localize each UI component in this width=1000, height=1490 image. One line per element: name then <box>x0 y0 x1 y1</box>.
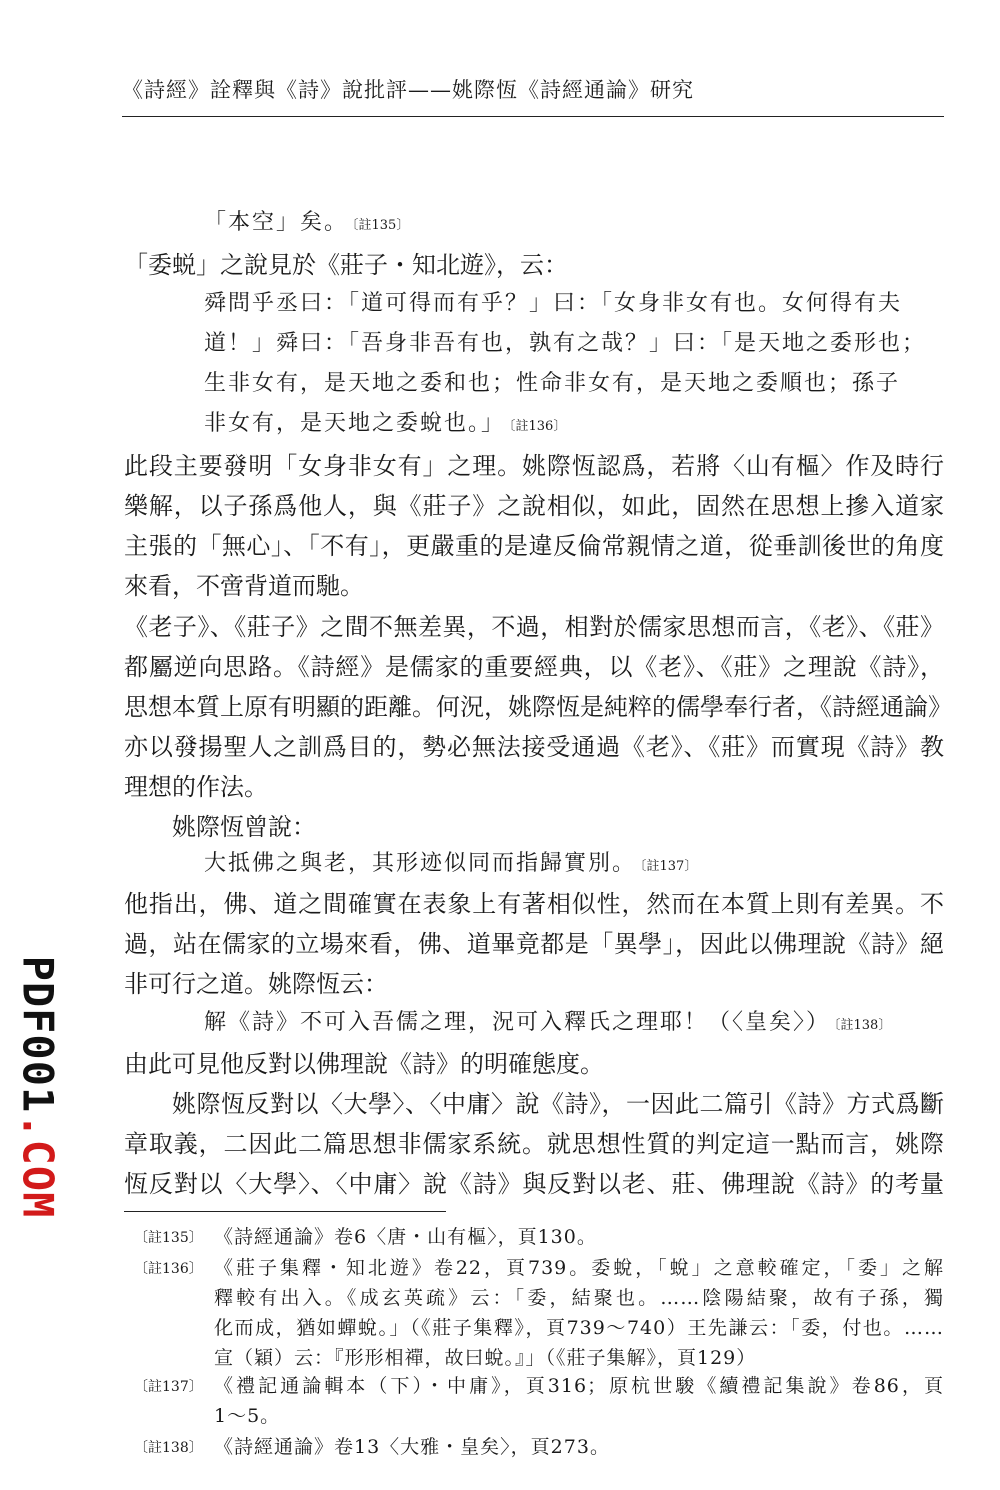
footnote-rule <box>124 1211 446 1212</box>
footnote-ref-135: 〔註135〕 <box>352 218 410 233</box>
block-quote-line <box>204 846 697 877</box>
watermark-part1: PDF001 <box>13 955 63 1114</box>
paragraph-line: 姚際恆曾說： <box>172 813 316 841</box>
footnote-label-137: 〔註137〕 <box>134 1379 203 1395</box>
footnote-ref-136: 〔註136〕 <box>509 419 567 434</box>
body-line: 「委蜕」之說見於《莊子・知北遊》，云： <box>124 251 568 279</box>
paragraph-line: 都屬逆向思路。《詩經》是儒家的重要經典，以《老》、《莊》之理說《詩》， <box>124 653 944 681</box>
footnote-text: 《詩經通論》卷6〈唐・山有樞〉，頁130。 <box>214 1226 597 1248</box>
block-quote-line: 生非女有，是天地之委和也；性命非女有，是天地之委順也；孫子 <box>204 371 901 396</box>
footnote-label-136: 〔註136〕 <box>134 1261 203 1277</box>
quote-text: 非女有，是天地之委蛻也。」 <box>204 411 506 436</box>
paragraph-line: 主張的「無心」、「不有」，更嚴重的是違反倫常親情之道，從垂訓後世的角度 <box>124 532 944 560</box>
footnote-label-135: 〔註135〕 <box>134 1230 203 1246</box>
quote-text: 大抵佛之與老，其形迹似同而指歸實別。 <box>204 851 637 876</box>
paragraph-line: 他指出，佛、道之間確實在表象上有著相似性，然而在本質上則有差異。不 <box>124 890 944 918</box>
block-quote-line: 道！」舜曰：「吾身非吾有也，孰有之哉？」曰：「是天地之委形也； <box>204 331 927 356</box>
paragraph-line: 樂解，以子孫爲他人，與《莊子》之說相似，如此，固然在思想上摻入道家 <box>124 492 944 520</box>
paragraph-line: 亦以發揚聖人之訓爲目的，勢必無法接受通過《老》、《莊》而實現《詩》教 <box>124 733 944 761</box>
block-quote-line <box>204 406 566 437</box>
footnote-label-138: 〔註138〕 <box>134 1440 203 1456</box>
paragraph-line: 由此可見他反對以佛理說《詩》的明確態度。 <box>124 1050 604 1078</box>
footnote-ref-137: 〔註137〕 <box>640 859 698 874</box>
footnote-text: 《莊子集釋・知北遊》卷22，頁739。委蛻，「蛻」之意較確定，「委」之解 <box>214 1257 944 1279</box>
footnote-text: 釋較有出入。《成玄英疏》云：「委，結聚也。……陰陽結聚，故有子孫，獨 <box>214 1287 944 1309</box>
paragraph-line: 非可行之道。姚際恆云： <box>124 970 388 998</box>
side-watermark <box>8 955 68 1219</box>
header-rule <box>122 116 944 117</box>
paragraph-line: 《老子》、《莊子》之間不無差異，不過，相對於儒家思想而言，《老》、《莊》 <box>124 613 944 641</box>
block-quote-line <box>204 1005 891 1036</box>
footnote-ref-138: 〔註138〕 <box>834 1018 892 1033</box>
paragraph-line: 思想本質上原有明顯的距離。何況，姚際恆是純粹的儒學奉行者，《詩經通論》 <box>124 693 952 721</box>
watermark-text <box>14 956 63 1219</box>
paragraph-line: 姚際恆反對以〈大學〉、〈中庸〉說《詩》，一因此二篇引《詩》方式爲斷 <box>172 1090 944 1118</box>
paragraph-line: 恆反對以〈大學〉、〈中庸〉說《詩》與反對以老、莊、佛理說《詩》的考量 <box>124 1170 944 1198</box>
paragraph-line: 過，站在儒家的立場來看，佛、道畢竟都是「異學」，因此以佛理說《詩》絕 <box>124 930 944 958</box>
running-header: 《詩經》詮釋與《詩》說批評——姚際恆《詩經通論》研究 <box>122 78 694 102</box>
footnote-text: 《詩經通論》卷13〈大雅・皇矣〉，頁273。 <box>214 1436 610 1458</box>
footnote-text: 《禮記通論輯本（下）・中庸》，頁316；原杭世駿《續禮記集說》卷86，頁 <box>214 1375 944 1397</box>
paragraph-line: 此段主要發明「女身非女有」之理。姚際恆認爲，若將〈山有樞〉作及時行 <box>124 452 944 480</box>
paragraph-line: 章取義，二因此二篇思想非儒家系統。就思想性質的判定這一點而言，姚際 <box>124 1130 944 1158</box>
quote-text: 「本空」矣。 <box>204 210 349 235</box>
block-quote-line: 舜問乎丞曰：「道可得而有乎？」曰：「女身非女有也。女何得有夫 <box>204 291 903 316</box>
watermark-part2: .COM <box>13 1113 63 1219</box>
footnote-text: 宣（穎）云：『形形相禪，故曰蛻。』」（《莊子集解》，頁129） <box>214 1347 757 1369</box>
paragraph-line: 來看，不啻背道而馳。 <box>124 572 364 600</box>
footnote-text: 化而成，猶如蟬蛻。」（《莊子集釋》，頁739～740）王先謙云：「委，付也。…… <box>214 1317 944 1339</box>
quote-text: 解《詩》不可入吾儒之理，況可入釋氏之理耶！（〈皇矣〉） <box>204 1010 831 1035</box>
paragraph-line: 理想的作法。 <box>124 773 268 801</box>
footnote-text: 1～5。 <box>214 1405 281 1427</box>
quote-line-1 <box>204 205 409 236</box>
